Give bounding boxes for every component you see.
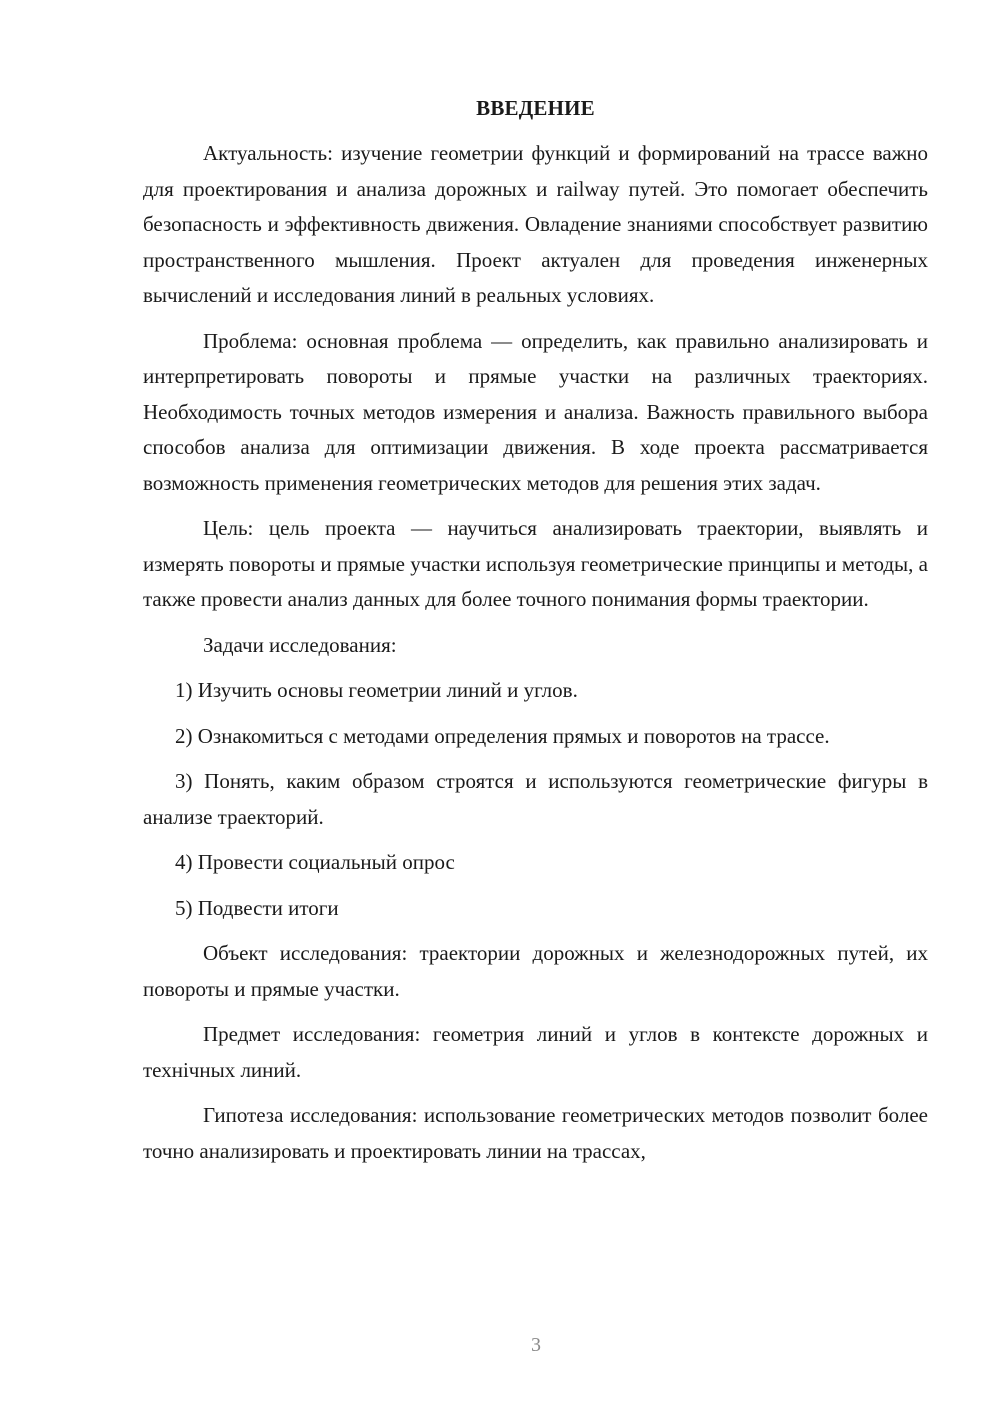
paragraph-problem: Проблема: основная проблема — определить, как правильно анализировать и интерпретировать повороты и прямые участки на различных траекториях. Необходимость точных методов измерения и анализа. Важность правильного выбора способов анализа для оптимизации движения. В ходе проекта рассматривается возможность применения геометрических методов для решения этих задач. — [143, 328, 928, 495]
paragraph-goal: Цель: цель проекта — научиться анализировать траектории, выявлять и измерять повороты и прямые участки используя геометрические принципы и методы, а также провести анализ данных для более точного понимания формы траектории. — [143, 516, 928, 611]
task-item-3: 3) Понять, каким образом строятся и используются геометрические фигуры в анализе траекторий. — [143, 769, 928, 829]
paragraph-subject: Предмет исследования: геометрия линий и углов в контексте дорожных и технічных линий. — [143, 1022, 928, 1082]
task-item-1: 1) Изучить основы геометрии линий и углов. — [175, 678, 578, 702]
task-item-4: 4) Провести социальный опрос — [175, 850, 455, 874]
task-item-5: 5) Подвести итоги — [175, 895, 339, 920]
tasks-heading: Задачи исследования: — [203, 632, 397, 657]
document-body — [143, 96, 928, 1179]
task-item-2: 2) Ознакомиться с методами определения прямых и поворотов на трассе. — [175, 723, 830, 748]
paragraph-relevance: Актуальность: изучение геометрии функций и формирований на трассе важно для проектирования и анализа дорожных и railway путей. Это помогает обеспечить безопасность и эффективность движения. Овладение знаниями способствует развитию пространственного мышления. Проект актуален для проведения инженерных вычислений и исследования линий в реальных условиях. — [143, 141, 928, 307]
page-title: ВВЕДЕНИЕ — [476, 96, 595, 120]
paragraph-hypothesis: Гипотеза исследования: использование геометрических методов позволит более точно анализировать и проектировать линии на трассах, — [143, 1103, 928, 1163]
page-number: 3 — [531, 1334, 541, 1356]
paragraph-object: Объект исследования: траектории дорожных и железнодорожных путей, их повороты и прямые участки. — [143, 941, 928, 1001]
